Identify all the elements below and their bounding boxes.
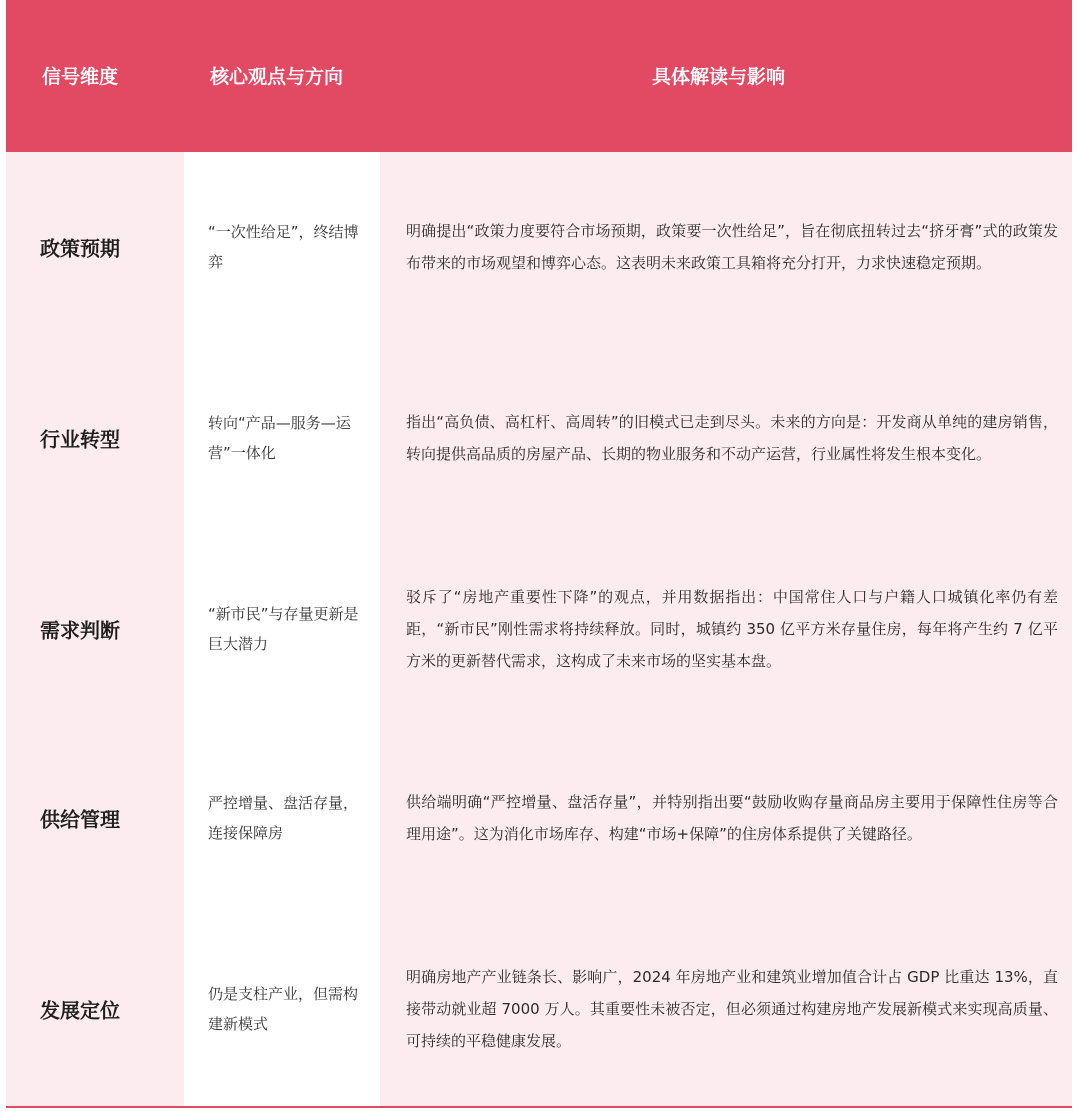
header-detail: 具体解读与影响 [652, 66, 786, 88]
core-text: “新市民”与存量更新是巨大潜力 [208, 605, 359, 653]
dimension-cell [6, 724, 184, 912]
dimension-cell [6, 912, 184, 1106]
dimension-cell [6, 152, 184, 342]
detail-cell [380, 152, 1072, 342]
core-text: “一次性给足”，终结博弈 [208, 223, 359, 271]
table-header [6, 0, 1072, 152]
header-signal-dimension: 信号维度 [42, 66, 119, 88]
dimension-label: 政策预期 [40, 236, 120, 261]
detail-cell [380, 534, 1072, 724]
core-text: 仍是支柱产业，但需构建新模式 [208, 985, 359, 1033]
core-cell [184, 152, 380, 342]
detail-cell [380, 912, 1072, 1106]
dimension-label: 需求判断 [40, 618, 120, 643]
header-core-view: 核心观点与方向 [210, 66, 344, 88]
core-cell [184, 912, 380, 1106]
core-cell [184, 534, 380, 724]
detail-text: 驳斥了“房地产重要性下降”的观点，并用数据指出：中国常住人口与户籍人口城镇化率仍有差距，“新市民”刚性需求将持续释放。同时，城镇约 350 亿平方米存量住房，每年将产生约 7 亿平方米的更新替代需求，这构成了未来市场的坚实基本盘。 [406, 588, 1058, 670]
table-row [6, 152, 1072, 342]
detail-text: 明确房地产产业链条长、影响广，2024 年房地产业和建筑业增加值合计占 GDP 比重达 13%，直接带动就业超 7000 万人。其重要性未被否定，但必须通过构建房地产发展新模式来实现高质量、可持续的平稳健康发展。 [406, 968, 1058, 1050]
detail-text: 明确提出“政策力度要符合市场预期，政策要一次性给足”，旨在彻底扭转过去“挤牙膏”式的政策发布带来的市场观望和博弈心态。这表明未来政策工具箱将充分打开，力求快速稳定预期。 [406, 222, 1058, 272]
dimension-cell [6, 342, 184, 534]
dimension-label: 行业转型 [40, 427, 120, 452]
detail-cell [380, 342, 1072, 534]
table-row [6, 912, 1072, 1106]
core-text: 转向“产品—服务—运营”一体化 [208, 414, 351, 462]
core-text: 严控增量、盘活存量，连接保障房 [208, 794, 359, 842]
table-row [6, 724, 1072, 912]
signal-table [6, 0, 1072, 1108]
table-bottom-border [6, 1106, 1072, 1108]
detail-text: 供给端明确“严控增量、盘活存量”，并特别指出要“鼓励收购存量商品房主要用于保障性住房等合理用途”。这为消化市场库存、构建“市场+保障”的住房体系提供了关键路径。 [406, 793, 1058, 843]
table-row [6, 342, 1072, 534]
core-cell [184, 342, 380, 534]
dimension-cell [6, 534, 184, 724]
detail-cell [380, 724, 1072, 912]
detail-text: 指出“高负债、高杠杆、高周转”的旧模式已走到尽头。未来的方向是：开发商从单纯的建房销售，转向提供高品质的房屋产品、长期的物业服务和不动产运营，行业属性将发生根本变化。 [406, 413, 1058, 463]
dimension-label: 发展定位 [40, 998, 120, 1023]
core-cell [184, 724, 380, 912]
table-row [6, 534, 1072, 724]
dimension-label: 供给管理 [40, 807, 120, 832]
